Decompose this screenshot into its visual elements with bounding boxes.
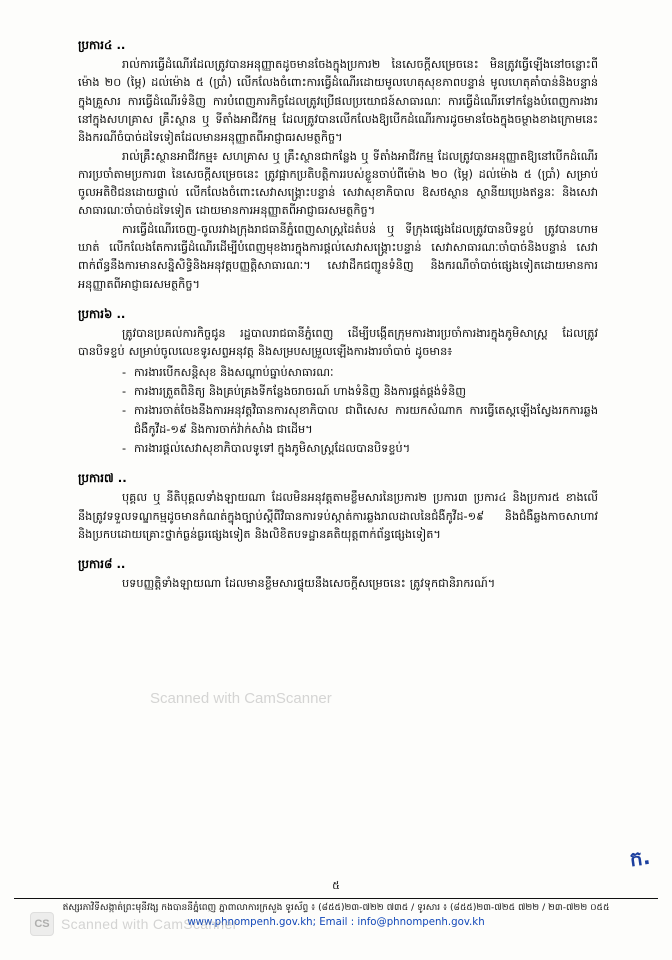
footer-web-email: www.phnompenh.gov.kh; Email : info@phnompenh.gov.kh — [187, 917, 485, 929]
camscanner-watermark — [30, 912, 238, 936]
article-6-paragraph-1: ត្រូវបានប្រគល់ការកិច្ចជូន រដ្ឋបាលរាជធានីភ្នំពេញ ដើម្បីបង្កើតក្រុមការងារប្រចាំការងារក្នុងភូមិសាស្ត្រ ដែលត្រូវបានបិទខ្ទប់ សម្រាប់ចូលលេខទូរសព្ទអនុវត្ត និងសម្របសម្រួលឡើងការងារចាំបាច់ ដូចមាន៖ — [78, 327, 598, 359]
article-heading-8: ប្រការ៨ .. — [78, 557, 126, 572]
list-item: - ការងារផ្ដល់សេវាសុខាភិបាលទូទៅ ក្នុងភូមិសាស្ត្រដែលបានបិទខ្ទប់។ — [122, 440, 598, 458]
article-8-paragraph-1: បទបញ្ញត្តិទាំងឡាយណា ដែលមានខ្លឹមសារផ្ទុយនឹងសេចក្ដីសម្រេចនេះ ត្រូវទុកជានិរាករណ៍។ — [122, 577, 496, 591]
article-4-paragraph-2: រាល់គ្រឹះស្ថានអាជីវកម្ម៖ សហគ្រាស ឬ គ្រឹះស្ថានជាកន្លែង ឬ ទីតាំងអាជីវកម្ម ដែលត្រូវបានអនុញ្ញាតឱ្យនៅបើកដំណើរការប្រចាំតាមប្រការ៣ នៃសេចក្ដីសម្រេចនេះ ត្រូវផ្អាកប្រតិបត្តិការរបស់ខ្លួនចាប់ពីម៉ោង ២០ (ម្ភៃ) ដល់ម៉ោង ៥ (ប្រាំ) សម្រាប់ចូលអតិថិជនដោយផ្ទាល់ លើកលែងចំពោះសេវាសង្គ្រោះបន្ទាន់ សេវាសុខាភិបាល ឱសថស្ថាន ស្ថានីយប្រេងឥន្ធនៈ និងសេវាសាធារណៈចាំបាច់ដទៃទៀត ដោយមានការអនុញ្ញាតពីអាជ្ញាធរសមត្ថកិច្ច។ — [78, 149, 598, 218]
article-6-bullet-list — [78, 364, 598, 458]
article-heading-7: ប្រការ៧ .. — [78, 471, 127, 486]
list-item: - ការងារបើកសន្តិសុខ និងសណ្ដាប់ធ្នាប់សាធារណៈ — [122, 364, 598, 382]
footer-address: ឥស្សរភាវិទីសង្កាត់ព្រះមុនីវង្ស កងបាននីភ្នំពេញ ភ្នាពាលាការក្រសួង ទូរស័ព្ទ ៖ (៨៥៥)២៣-៧២២ ៧៣៥ / ទូរសារ ៖ (៨៥៥)២៣-៧២៥ ៧២២ / ២៣-៧២២ ០៥៥ — [62, 903, 610, 913]
article-block-6 — [78, 305, 598, 458]
camscanner-badge-icon: CS — [30, 912, 54, 936]
list-item: - ការងារចាត់ចែងនឹងការអនុវត្តវិធានការសុខាភិបាល ជាពិសេស ការយកសំណាក ការធ្វើតេស្តឡើងស្វែងរកការឆ្លងជំងឺកូវីដ-១៩ និងការចាក់វ៉ាក់សាំង ជាដើម។ — [122, 402, 598, 439]
article-4-paragraph-3: ការធ្វើដំណើរចេញ-ចូលរវាងក្រុងរាជធានីភ្នំពេញសាស្រ្តដៃតំបន់ ឬ ទីក្រុងផ្សេងដែលត្រូវបានបិទខ្ទប់ ត្រូវបានហាមឃាត់ លើកលែងតែការធ្វើដំណើរដើម្បីបំពេញមុខងារក្នុងការផ្ដល់សេវាសង្គ្រោះបន្ទាន់ សេវាសាធារណៈចាំបាច់និងបន្ទាន់ សេវាពាក់ព័ន្ធនឹងការមានសន្និសិទ្ធិនិងអនុវត្តបញ្ញត្តិសាធារណៈ។ សេវាដឹកជញ្ជូនទំនិញ និងករណីចាំបាច់ផ្សេងទៀតដោយមានការអនុញ្ញាតពីអាជ្ញាធរសមត្ថកិច្ច។ — [78, 222, 598, 291]
page-number: ៥ — [332, 879, 340, 892]
article-4-paragraph-1: រាល់ការធ្វើដំណើរដែលត្រូវបានអនុញ្ញាតដូចមានចែងក្នុងប្រការ២ នៃសេចក្ដីសម្រេចនេះ មិនត្រូវធ្វើឡើងនៅចន្លោះពីម៉ោង ២០ (ម្ភៃ) ដល់ម៉ោង ៥ (ប្រាំ) លើកលែងចំពោះការធ្វើដំណើរដោយមូលហេតុសុខភាពបន្ទាន់ មូលហេតុគាំបាន់និងបន្ទាន់ក្នុងគ្រួសារ ការធ្វើដំណើរទំនិញ ការបំពេញភារកិច្ចដែលត្រូវប្រើផលប្រយោជន៍សាធារណៈ ការធ្វើដំណើរទៅកន្លែងបំពេញការងារនៅក្នុងសហគ្រាស គ្រឹះស្ថាន ឬ ទីតាំងអាជីវកម្ម ដែលត្រូវបានលើកលែងឱ្យបើកដំណើរការដូចមានចែងក្នុងចម្ថាងខាងក្រោមនេះ និងករណីចំបាច់ដទៃទៀតដែលមានអនុញ្ញាតពីអាជ្ញាធរសមត្ថកិច្ច។ — [78, 58, 598, 145]
center-watermark-text: Scanned with CamScanner — [150, 690, 332, 707]
document-body — [78, 36, 598, 594]
article-heading-6: ប្រការ៦ .. — [78, 306, 126, 321]
article-7-paragraph-1: បុគ្គល ឬ នីតិបុគ្គលទាំងឡាយណា ដែលមិនអនុវត្តតាមខ្លឹមសារនៃប្រការ២ ប្រការ៣ ប្រការ៤ និងប្រការ៥ ខាងលើ នឹងត្រូវទទួលទណ្ឌកម្មដូចមានកំណត់ក្នុងច្បាប់ស្ដីពីវិធានការទប់ស្កាត់ការឆ្លងរាលដាលនៃជំងឺកូវីដ-១៩ និងជំងឺឆ្លងកាចសាហាវ និងប្រកបដោយគ្រោះថ្នាក់ធ្ងន់ធ្ងរផ្សេងទៀត និងលិខិតបទដ្ឋានគតិយុត្តពាក់ព័ន្ធផ្សេងទៀត។ — [78, 491, 598, 541]
signature-mark: ក. — [627, 844, 652, 872]
article-block-7 — [78, 469, 598, 544]
article-block-8 — [78, 555, 598, 593]
article-block-4 — [78, 36, 598, 294]
camscanner-watermark-text: Scanned with CamScanner — [61, 916, 238, 932]
article-heading-4: ប្រការ៤ .. — [78, 38, 126, 52]
list-item: - ការងារត្រួតពិនិត្យ និងគ្រប់គ្រងទីកន្លែងចរាចរណ៍ ហាងទំនិញ និងការផ្គត់ផ្គង់ទំនិញ — [122, 383, 598, 401]
